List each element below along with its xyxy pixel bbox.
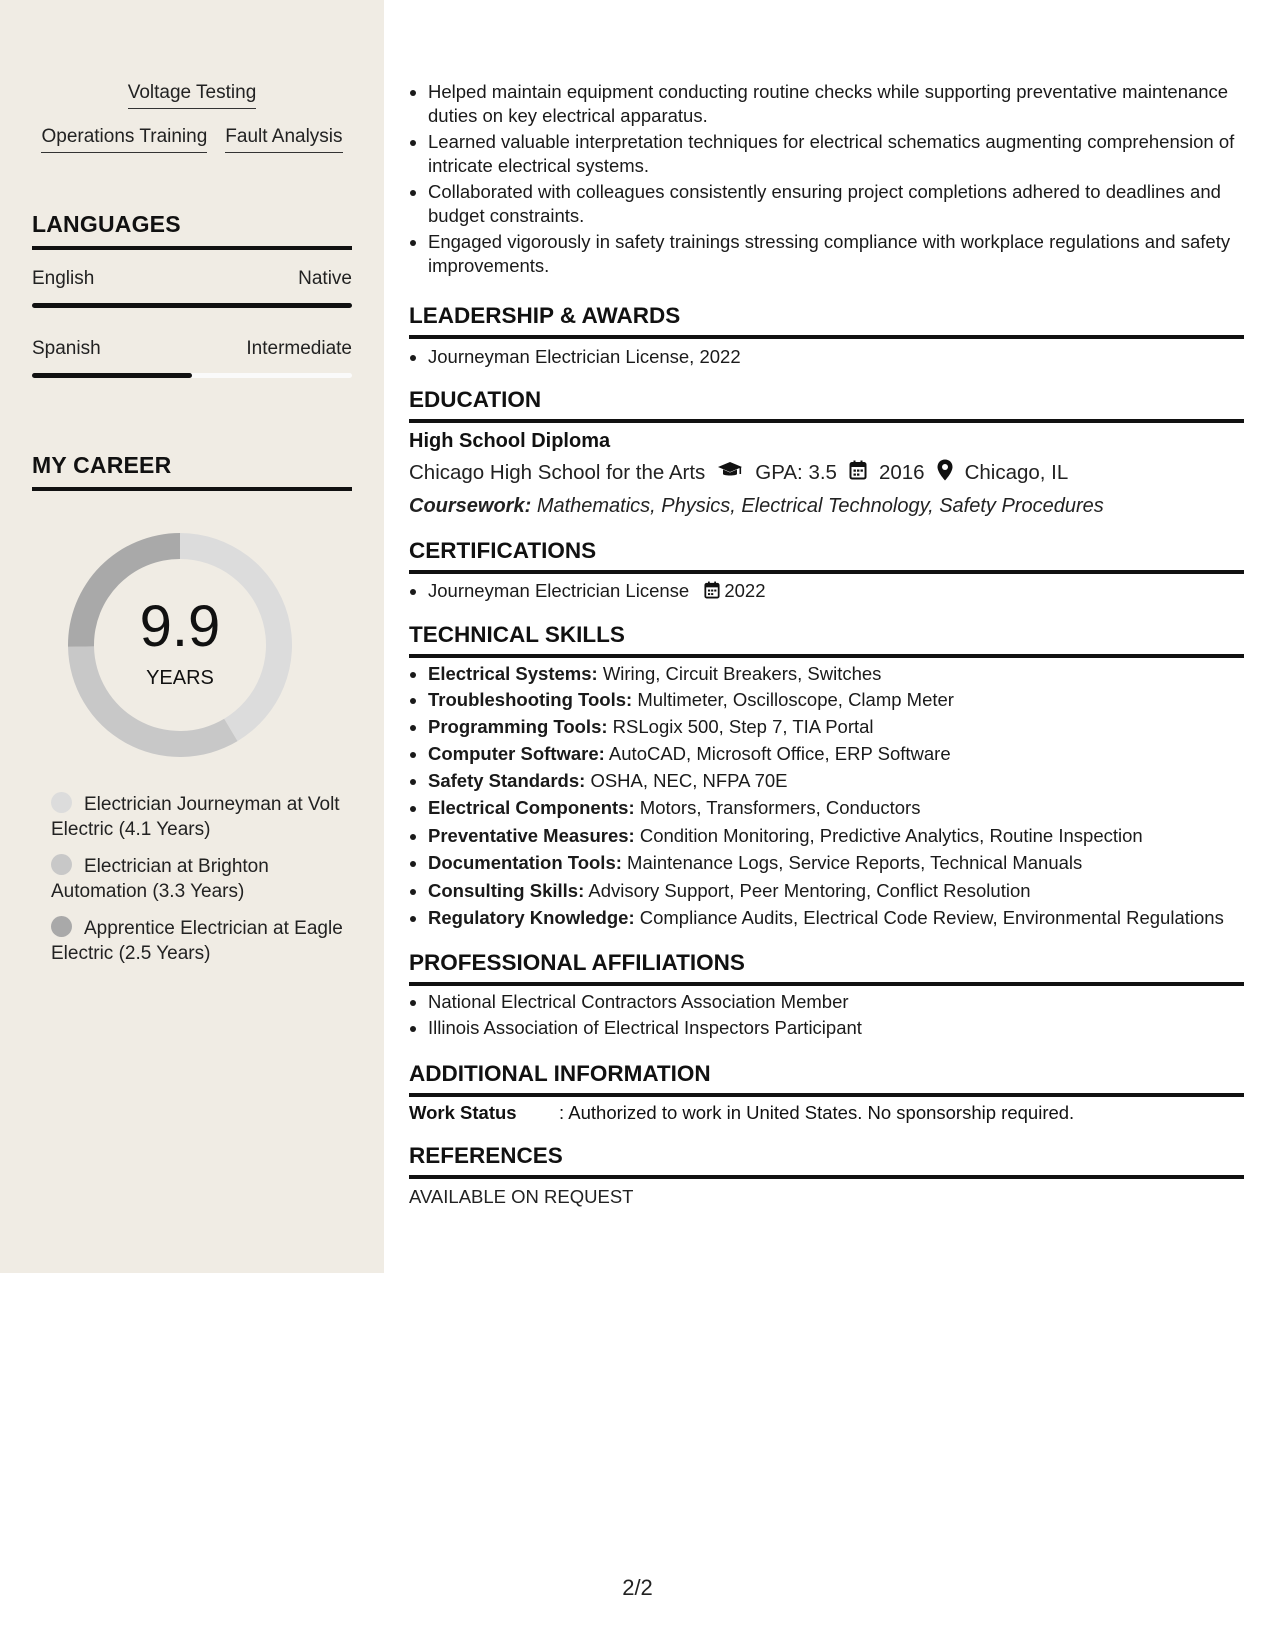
language-level: Intermediate — [246, 338, 352, 359]
graduation-cap-icon — [717, 461, 743, 485]
technical-skill-item — [428, 767, 1244, 794]
skill-tags — [32, 82, 352, 170]
education-school: Chicago High School for the Arts — [409, 461, 706, 484]
technical-skill-item — [428, 661, 1244, 686]
skill-label: Electrical Components: — [428, 797, 635, 819]
career-legend-dot — [51, 916, 72, 937]
affiliation-item: • National Electrical Contractors Association Member — [428, 990, 1244, 1014]
skill-label: Regulatory Knowledge: — [428, 907, 635, 929]
language-proficiency-bar — [32, 303, 352, 308]
career-item-text: Apprentice Electrician at Eagle Electric (2.5 Years) — [51, 918, 343, 964]
skill-label: Computer Software: — [428, 743, 605, 765]
technical-skill-item — [428, 877, 1244, 904]
language-proficiency-fill — [32, 373, 192, 378]
technical-skill-item — [428, 822, 1244, 849]
education-heading: EDUCATION — [409, 387, 1244, 423]
certifications-heading: CERTIFICATIONS — [409, 538, 1244, 574]
education-location: Chicago, IL — [964, 461, 1069, 484]
career-item — [51, 916, 351, 966]
experience-bullet: • Helped maintain equipment conducting routine checks while supporting preventative maintenance duties on key electrical apparatus. — [428, 80, 1244, 128]
leadership-list — [409, 345, 1244, 371]
education-degree: High School Diploma — [409, 430, 611, 452]
additional-info-row — [409, 1102, 1244, 1124]
career-total-unit: YEARS — [146, 667, 214, 689]
skill-value: Advisory Support, Peer Mentoring, Conflict Resolution — [588, 880, 1031, 902]
sidebar — [0, 0, 384, 1273]
experience-bullet: • Collaborated with colleagues consistently ensuring project completions adhered to deadlines and budget constraints. — [428, 180, 1244, 228]
technical-skill-item — [428, 686, 1244, 713]
affiliations-heading: PROFESSIONAL AFFILIATIONS — [409, 950, 1244, 986]
affiliation-item: • Illinois Association of Electrical Inspectors Participant — [428, 1016, 1244, 1040]
experience-bullet: • Engaged vigorously in safety trainings stressing compliance with workplace regulations and safety improvements. — [428, 230, 1244, 278]
technical-skill-item — [428, 740, 1244, 767]
language-item — [32, 268, 352, 308]
career-list — [51, 792, 351, 978]
language-proficiency-bar — [32, 373, 352, 378]
coursework-list: Mathematics, Physics, Electrical Technology, Safety Procedures — [536, 495, 1104, 517]
education-entry — [409, 430, 1244, 518]
skill-value: Wiring, Circuit Breakers, Switches — [602, 663, 882, 684]
skill-label: Electrical Systems: — [428, 663, 598, 684]
skill-value: Multimeter, Oscilloscope, Clamp Meter — [637, 689, 954, 711]
certification-year: 2022 — [724, 580, 766, 601]
additional-info-heading: ADDITIONAL INFORMATION — [409, 1061, 1244, 1097]
education-gpa: GPA: 3.5 — [755, 461, 837, 484]
languages-heading: LANGUAGES — [32, 211, 352, 250]
skill-value: Maintenance Logs, Service Reports, Technical Manuals — [627, 852, 1083, 874]
technical-skill-item — [428, 713, 1244, 740]
page-number: 2/2 — [622, 1575, 653, 1600]
skill-tag-row — [32, 126, 352, 153]
language-proficiency-fill — [32, 303, 352, 308]
education-coursework — [409, 495, 1244, 518]
career-legend-dot — [51, 792, 72, 813]
additional-info-value: : Authorized to work in United States. No sponsorship required. — [559, 1102, 1075, 1123]
skill-label: Programming Tools: — [428, 716, 608, 738]
skill-label: Troubleshooting Tools: — [428, 689, 633, 711]
location-pin-icon — [937, 459, 953, 487]
calendar-icon — [704, 581, 720, 605]
skill-tag: Voltage Testing — [128, 82, 257, 109]
calendar-icon — [849, 460, 867, 486]
skill-value: OSHA, NEC, NFPA 70E — [590, 770, 788, 792]
skill-value: RSLogix 500, Step 7, TIA Portal — [612, 716, 874, 738]
certification-name: Journeyman Electrician License — [428, 580, 690, 601]
references-text: AVAILABLE ON REQUEST — [409, 1186, 634, 1207]
career-item-text: Electrician at Brighton Automation (3.3 Years) — [51, 856, 269, 902]
leadership-item: • Journeyman Electrician License, 2022 — [428, 345, 1244, 369]
experience-bullets — [409, 80, 1244, 280]
skill-tag-row — [32, 82, 352, 109]
skill-label: Documentation Tools: — [428, 852, 622, 874]
technical-skill-item — [428, 849, 1244, 877]
references-heading: REFERENCES — [409, 1143, 1244, 1179]
technical-skills-heading: TECHNICAL SKILLS — [409, 622, 1244, 658]
skill-value: AutoCAD, Microsoft Office, ERP Software — [608, 743, 951, 765]
career-donut-slice — [68, 646, 238, 757]
technical-skill-item — [428, 904, 1244, 931]
skill-value: Motors, Transformers, Conductors — [639, 797, 921, 819]
affiliations-list — [409, 990, 1244, 1042]
skill-tag: Operations Training — [41, 126, 207, 153]
skill-value: Compliance Audits, Electrical Code Review, Environmental Regulations — [639, 907, 1224, 929]
career-legend-dot — [51, 854, 72, 875]
career-heading: MY CAREER — [32, 452, 352, 491]
skill-label: Consulting Skills: — [428, 880, 585, 902]
career-item — [51, 792, 351, 842]
language-name: English — [32, 268, 95, 289]
education-details — [409, 459, 1244, 487]
certifications-list — [409, 579, 1244, 607]
coursework-label: Coursework: — [409, 495, 532, 517]
certification-item — [428, 579, 1244, 605]
career-item — [51, 854, 351, 904]
experience-bullet: • Learned valuable interpretation techniques for electrical schematics augmenting comprehension of intricate electrical systems. — [428, 130, 1244, 178]
additional-info-key: Work Status — [409, 1102, 517, 1123]
career-total-years: 9.9 — [139, 594, 221, 659]
technical-skills-list — [409, 661, 1244, 931]
language-level: Native — [298, 268, 352, 289]
skill-label: Safety Standards: — [428, 770, 586, 792]
education-year: 2016 — [878, 461, 925, 484]
skill-tag: Fault Analysis — [225, 126, 342, 153]
language-name: Spanish — [32, 338, 101, 359]
language-item — [32, 338, 352, 378]
skill-value: Condition Monitoring, Predictive Analytics, Routine Inspection — [639, 825, 1143, 847]
leadership-heading: LEADERSHIP & AWARDS — [409, 303, 1244, 339]
technical-skill-item — [428, 794, 1244, 822]
skill-label: Preventative Measures: — [428, 825, 635, 847]
career-item-text: Electrician Journeyman at Volt Electric (4.1 Years) — [51, 794, 340, 840]
